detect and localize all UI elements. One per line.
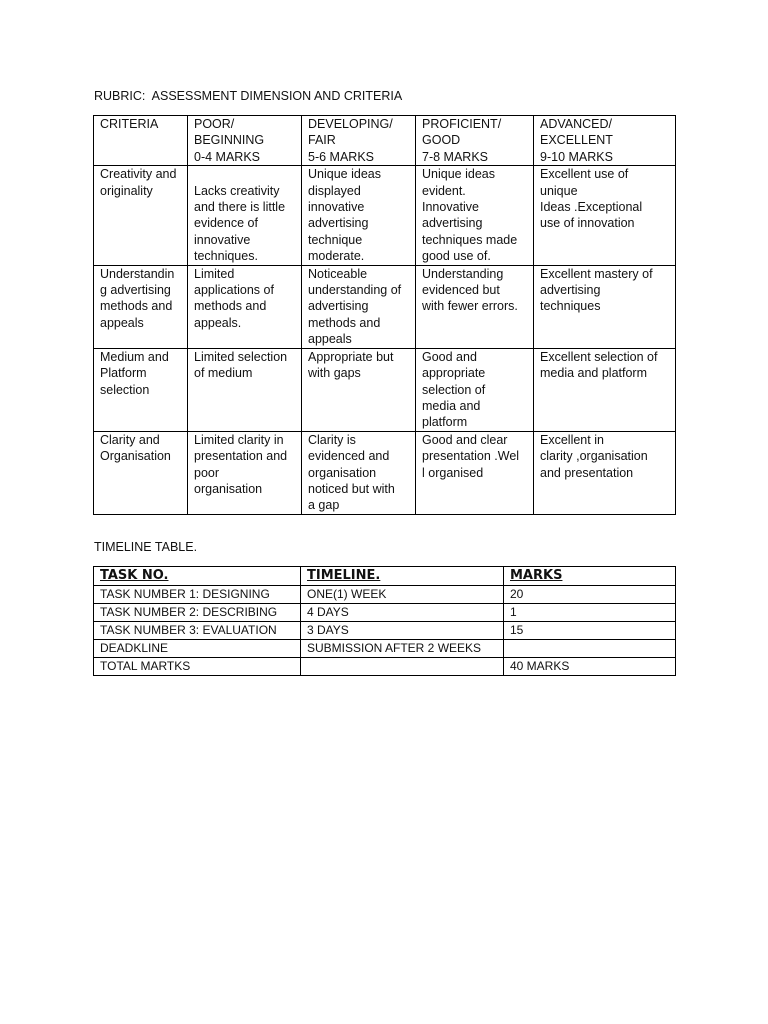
- rubric-cell-poor: Limited selection of medium: [188, 348, 302, 431]
- rubric-header-advanced: ADVANCED/ EXCELLENT 9-10 MARKS: [534, 116, 676, 166]
- timeline-cell-task: TASK NUMBER 2: DESCRIBING: [94, 604, 301, 622]
- rubric-cell-developing: Noticeable understanding of advertising methods and appeals: [302, 265, 416, 348]
- timeline-header-marks: MARKS: [504, 567, 676, 586]
- rubric-cell-criteria: Medium and Platform selection: [94, 348, 188, 431]
- rubric-cell-criteria: Understandin g advertising methods and appeals: [94, 265, 188, 348]
- rubric-row-creativity: [94, 166, 676, 265]
- rubric-header-poor: POOR/ BEGINNING 0-4 MARKS: [188, 116, 302, 166]
- rubric-cell-developing: Unique ideas displayed innovative advertising technique moderate.: [302, 166, 416, 265]
- timeline-row: [94, 658, 676, 676]
- rubric-cell-poor: Limited applications of methods and appeals.: [188, 265, 302, 348]
- timeline-row: [94, 586, 676, 604]
- timeline-row: [94, 640, 676, 658]
- timeline-cell-timeline: 4 DAYS: [301, 604, 504, 622]
- rubric-table: [93, 115, 676, 515]
- rubric-header-developing: DEVELOPING/ FAIR 5-6 MARKS: [302, 116, 416, 166]
- timeline-cell-task: TASK NUMBER 1: DESIGNING: [94, 586, 301, 604]
- rubric-cell-advanced: Excellent selection of media and platform: [534, 348, 676, 431]
- timeline-cell-marks: 15: [504, 622, 676, 640]
- timeline-cell-timeline: 3 DAYS: [301, 622, 504, 640]
- rubric-cell-advanced: Excellent in clarity ,organisation and presentation: [534, 431, 676, 514]
- timeline-cell-timeline: ONE(1) WEEK: [301, 586, 504, 604]
- timeline-cell-task: DEADKLINE: [94, 640, 301, 658]
- rubric-row-understanding: [94, 265, 676, 348]
- rubric-cell-proficient: Good and clear presentation .Wel l organised: [416, 431, 534, 514]
- timeline-cell-marks: 20: [504, 586, 676, 604]
- rubric-cell-criteria: Clarity and Organisation: [94, 431, 188, 514]
- rubric-header-row: [94, 116, 676, 166]
- timeline-cell-marks: 40 MARKS: [504, 658, 676, 676]
- rubric-header-proficient: PROFICIENT/ GOOD 7-8 MARKS: [416, 116, 534, 166]
- rubric-cell-poor: Lacks creativity and there is little evidence of innovative techniques.: [188, 166, 302, 265]
- timeline-table: [93, 566, 676, 676]
- rubric-cell-developing: Appropriate but with gaps: [302, 348, 416, 431]
- rubric-cell-proficient: Good and appropriate selection of media and platform: [416, 348, 534, 431]
- timeline-row: [94, 604, 676, 622]
- rubric-header-criteria: CRITERIA: [94, 116, 188, 166]
- rubric-row-medium: [94, 348, 676, 431]
- rubric-cell-developing: Clarity is evidenced and organisation noticed but with a gap: [302, 431, 416, 514]
- timeline-cell-marks: 1: [504, 604, 676, 622]
- timeline-cell-task: TOTAL MARTKS: [94, 658, 301, 676]
- rubric-cell-proficient: Unique ideas evident. Innovative advertising techniques made good use of.: [416, 166, 534, 265]
- timeline-cell-task: TASK NUMBER 3: EVALUATION: [94, 622, 301, 640]
- timeline-header-task: TASK NO.: [94, 567, 301, 586]
- timeline-cell-timeline: SUBMISSION AFTER 2 WEEKS: [301, 640, 504, 658]
- rubric-cell-advanced: Excellent mastery of advertising techniques: [534, 265, 676, 348]
- timeline-header-timeline: TIMELINE.: [301, 567, 504, 586]
- rubric-row-clarity: [94, 431, 676, 514]
- timeline-cell-timeline: [301, 658, 504, 676]
- timeline-caption: TIMELINE TABLE.: [94, 540, 198, 554]
- rubric-cell-poor: Limited clarity in presentation and poor organisation: [188, 431, 302, 514]
- timeline-row: [94, 622, 676, 640]
- timeline-cell-marks: [504, 640, 676, 658]
- rubric-caption: RUBRIC: ASSESSMENT DIMENSION AND CRITERIA: [94, 89, 403, 103]
- timeline-header-row: [94, 567, 676, 586]
- rubric-cell-criteria: Creativity and originality: [94, 166, 188, 265]
- rubric-cell-proficient: Understanding evidenced but with fewer errors.: [416, 265, 534, 348]
- rubric-cell-advanced: Excellent use of unique Ideas .Exceptional use of innovation: [534, 166, 676, 265]
